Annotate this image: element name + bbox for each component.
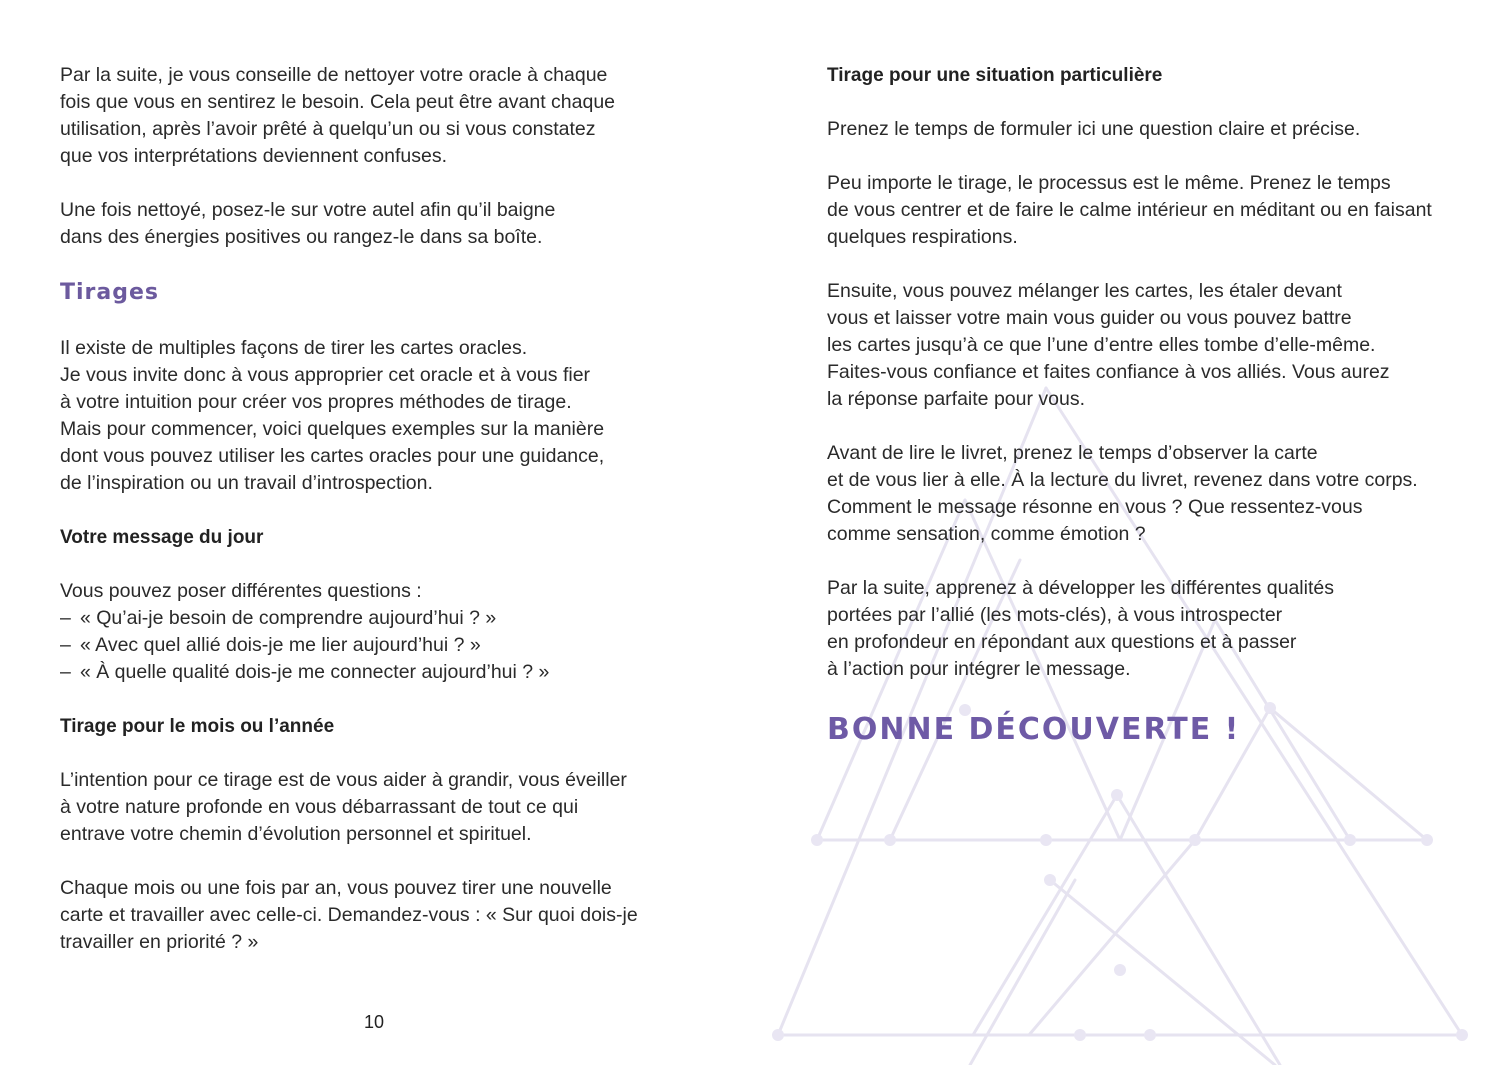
question-text: « À quelle qualité dois-je me connecter aujourd’hui ? » xyxy=(80,661,550,683)
pattern-node xyxy=(1344,834,1356,846)
paragraph-question xyxy=(827,116,1467,143)
question-item xyxy=(60,632,700,659)
pattern-node xyxy=(1074,1029,1086,1041)
paragraph-chaque-mois xyxy=(60,875,700,956)
subhead-message-du-jour: Votre message du jour xyxy=(60,527,264,548)
page-number: 10 xyxy=(364,1012,385,1032)
subhead-situation-particuliere: Tirage pour une situation particulière xyxy=(827,65,1163,86)
text-line: Avant de lire le livret, prenez le temps d’observer la carte xyxy=(827,442,1318,464)
pattern-node xyxy=(1044,874,1056,886)
pattern-line xyxy=(1029,840,1195,1035)
text-line: dans des énergies positives ou rangez-le dans sa boîte. xyxy=(60,226,543,248)
pattern-node xyxy=(1111,789,1123,801)
bullet-dash: – xyxy=(60,607,71,629)
text-line: les cartes jusqu’à ce que l’une d’entre elles tombe d’elle-même. xyxy=(827,334,1376,356)
pattern-line xyxy=(970,880,1075,1065)
pattern-node xyxy=(1421,834,1433,846)
text-line: que vos interprétations deviennent confuses. xyxy=(60,145,448,167)
text-line: de vous centrer et de faire le calme intérieur en méditant ou en faisant xyxy=(827,199,1432,221)
question-item xyxy=(60,605,700,632)
text-line: comme sensation, comme émotion ? xyxy=(827,523,1146,545)
questions-intro: Vous pouvez poser différentes questions : xyxy=(60,580,422,602)
text-line: Par la suite, apprenez à développer les différentes qualités xyxy=(827,577,1334,599)
text-line: L’intention pour ce tirage est de vous aider à grandir, vous éveiller xyxy=(60,769,627,791)
pattern-line xyxy=(973,795,1117,1035)
paragraph-altar xyxy=(60,197,700,251)
text-line: à votre nature profonde en vous débarrassant de tout ce qui xyxy=(60,796,579,818)
paragraph-intro-tirages xyxy=(60,335,700,497)
questions-list xyxy=(60,578,700,686)
text-line: Faites-vous confiance et faites confiance à vos alliés. Vous aurez xyxy=(827,361,1390,383)
text-line: Chaque mois ou une fois par an, vous pouvez tirer une nouvelle xyxy=(60,877,612,899)
text-line: Comment le message résonne en vous ? Que ressentez-vous xyxy=(827,496,1363,518)
paragraph-intention xyxy=(60,767,700,848)
text-line: dont vous pouvez utiliser les cartes oracles pour une guidance, xyxy=(60,445,605,467)
bullet-dash: – xyxy=(60,634,71,656)
text-line: à l’action pour intégrer le message. xyxy=(827,658,1131,680)
text-line: quelques respirations. xyxy=(827,226,1018,248)
text-line: la réponse parfaite pour vous. xyxy=(827,388,1085,410)
paragraph-processus xyxy=(827,170,1467,251)
pattern-node xyxy=(811,834,823,846)
text-line: Mais pour commencer, voici quelques exemples sur la manière xyxy=(60,418,605,440)
text-line: Je vous invite donc à vous approprier cet oracle et à vous fier xyxy=(60,364,591,386)
paragraph-ensuite xyxy=(827,278,1467,413)
text-line: Il existe de multiples façons de tirer les cartes oracles. xyxy=(60,337,528,359)
pattern-node xyxy=(1456,1029,1468,1041)
paragraph-avant-de-lire xyxy=(827,440,1467,548)
pattern-node xyxy=(1144,1029,1156,1041)
pattern-node xyxy=(1040,834,1052,846)
subhead-mois-annee: Tirage pour le mois ou l’année xyxy=(60,716,335,737)
paragraph-par-la-suite xyxy=(827,575,1467,683)
text-line: et de vous lier à elle. À la lecture du livret, revenez dans votre corps. xyxy=(827,469,1418,491)
pattern-node xyxy=(884,834,896,846)
left-text-column xyxy=(60,62,700,983)
text-line: de l’inspiration ou un travail d’introspection. xyxy=(60,472,433,494)
question-text: « Qu’ai-je besoin de comprendre aujourd’hui ? » xyxy=(80,607,497,629)
right-page xyxy=(750,0,1500,1065)
right-text-column xyxy=(827,62,1467,750)
text-line: à votre intuition pour créer vos propres méthodes de tirage. xyxy=(60,391,572,413)
question-text: « Avec quel allié dois-je me lier aujourd’hui ? » xyxy=(80,634,481,656)
closing-heading: BONNE DÉCOUVERTE ! xyxy=(827,712,1241,747)
text-line: carte et travailler avec celle-ci. Demandez-vous : « Sur quoi dois-je xyxy=(60,904,638,926)
pattern-node xyxy=(772,1029,784,1041)
text-line: Une fois nettoyé, posez-le sur votre autel afin qu’il baigne xyxy=(60,199,556,221)
text-line: Prenez le temps de formuler ici une question claire et précise. xyxy=(827,118,1361,140)
section-title-tirages: Tirages xyxy=(60,280,160,305)
bullet-dash: – xyxy=(60,661,71,683)
text-line: travailler en priorité ? » xyxy=(60,931,259,953)
pattern-node xyxy=(1114,964,1126,976)
text-line: Peu importe le tirage, le processus est le même. Prenez le temps xyxy=(827,172,1391,194)
question-item xyxy=(60,659,700,686)
text-line: Par la suite, je vous conseille de nettoyer votre oracle à chaque xyxy=(60,64,608,86)
text-line: entrave votre chemin d’évolution personnel et spirituel. xyxy=(60,823,532,845)
pattern-node xyxy=(1189,834,1201,846)
text-line: vous et laisser votre main vous guider ou vous pouvez battre xyxy=(827,307,1352,329)
text-line: utilisation, après l’avoir prêté à quelqu’un ou si vous constatez xyxy=(60,118,596,140)
text-line: en profondeur en répondant aux questions et à passer xyxy=(827,631,1297,653)
text-line: portées par l’allié (les mots-clés), à vous introspecter xyxy=(827,604,1283,626)
paragraph-cleaning xyxy=(60,62,700,170)
text-line: Ensuite, vous pouvez mélanger les cartes, les étaler devant xyxy=(827,280,1342,302)
text-line: fois que vous en sentirez le besoin. Cela peut être avant chaque xyxy=(60,91,616,113)
